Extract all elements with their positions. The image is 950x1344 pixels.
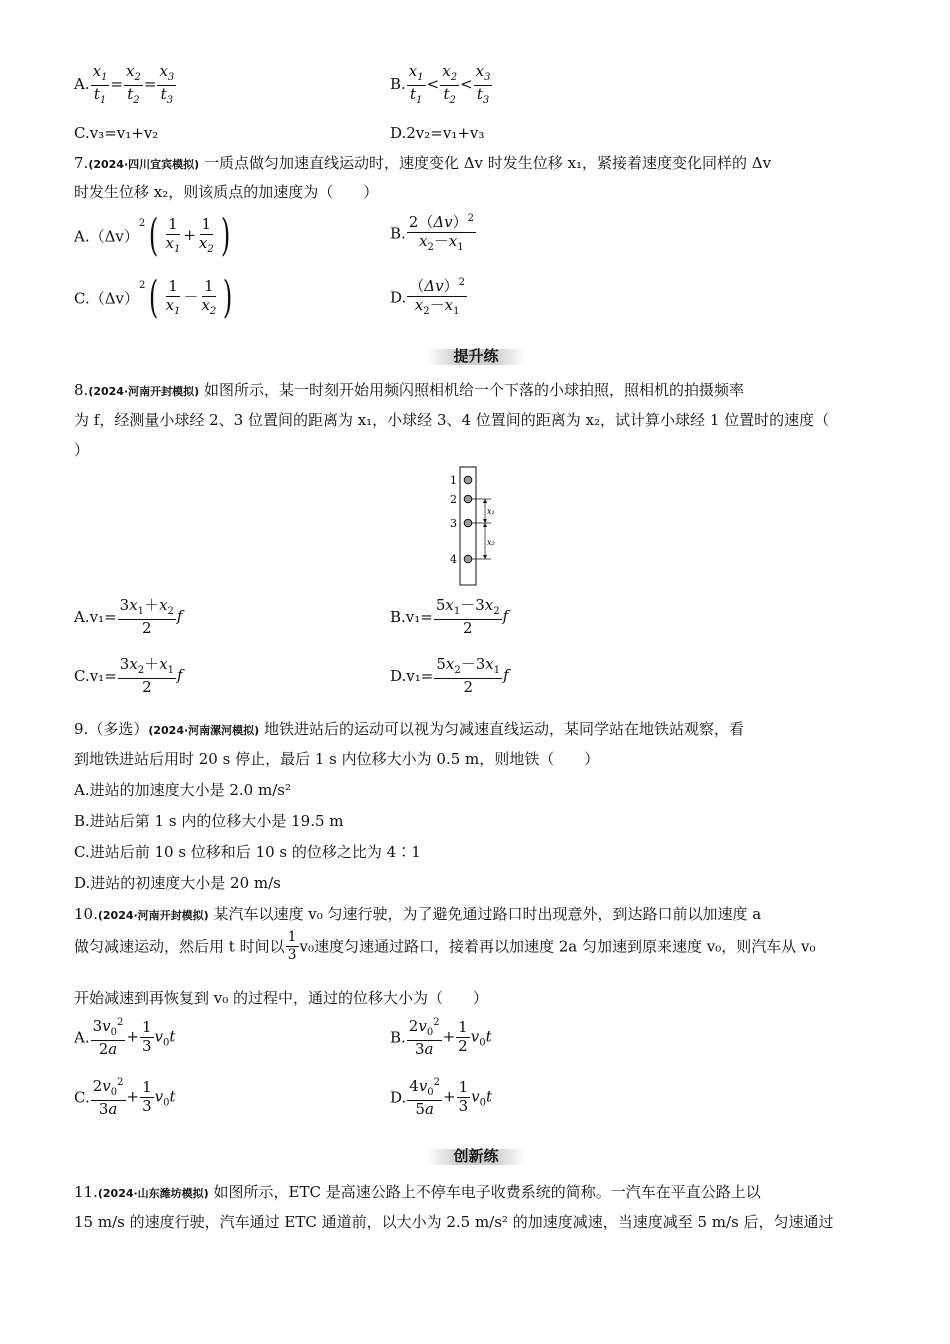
q10-option-d: D. $\frac{4v_0^2}{5a}$ + $\frac{1}{3}$ $v_0t$ [390,1077,493,1118]
q6-option-c: C.v₃=v₁+v₂ [74,124,159,142]
q8-option-a: A.v₁= $\frac{3x_1+x_2}{2}$ f [74,596,183,637]
q8-option-d: D.v₁= $\frac{5x_2-3x_1}{2}$ f [390,655,509,696]
q10-source: (2024·河南开封模拟) [97,909,209,922]
q11-stem-line2: 15 m/s 的速度行驶，汽车通过 ETC 通道前，以大小为 2.5 m/s² 的加速度减速，当速度减至 5 m/s 后，匀速通过 [74,1213,834,1231]
ball-position-4 [464,555,472,563]
option-label: A. [74,75,90,93]
label-4: 4 [450,553,457,566]
label-3: 3 [450,517,457,530]
ball-position-3 [464,519,472,527]
section-banner-improve: 提升练 [428,347,524,365]
q9-option-b: B.进站后第 1 s 内的位移大小是 19.5 m [74,812,344,830]
label-x2: x₂ [487,538,495,547]
q10-option-c: C. $\frac{2v_0^2}{3a}$ + $\frac{1}{3}$ $v_0t$ [74,1077,176,1118]
ball-position-1 [464,476,472,484]
label-x1: x₁ [487,507,495,516]
q11-stem-line1: 11.(2024·山东潍坊模拟) 如图所示，ETC 是高速公路上不停车电子收费系统的简称。一汽车在平直公路上以 [74,1183,761,1201]
option-label: B. [390,75,406,93]
section-banner-innovate: 创新练 [428,1147,524,1165]
q9-option-a: A.进站的加速度大小是 2.0 m/s² [74,781,291,799]
label-2: 2 [450,493,457,506]
q7-option-a: $A.(\Delta v)^2$( $\frac{1}{x_1}$ + $\frac{1}{x_2}$ ) [74,210,231,261]
q7-source: (2024·四川宜宾模拟) [88,158,200,171]
q7-option-b: B. $\frac{2(\Delta v)^2}{x_2-x_1}$ [390,213,475,253]
label-1: 1 [450,474,457,487]
q8-option-b: B.v₁= $\frac{5x_1-3x_2}{2}$ f [390,596,509,637]
q10-stem-line1: 10.(2024·河南开封模拟) 某汽车以速度 v₀ 匀速行驶，为了避免通过路口时出现意外，到达路口前以加速度 a [74,905,762,923]
q8-option-c: C.v₁= $\frac{3x_2+x_1}{2}$ f [74,655,183,696]
q7-option-c: $C.(\Delta v)^2$( $\frac{1}{x_1}$ － $\frac{1}{x_2}$ ) [74,272,233,323]
ball-position-2 [464,495,472,503]
q9-option-c: C.进站后前 10 s 位移和后 10 s 的位移之比为 4∶1 [74,843,421,861]
q6-option-a: A. $\frac{x_1}{t_1}$ = $\frac{x_2}{t_2}$ = $\frac{x_3}{t_3}$ [74,62,175,106]
q7-option-d: D. $\frac{(\Delta v)^2}{x_2-x_1}$ [390,277,465,317]
strobe-ball-figure [445,465,505,587]
q10-stem-line2: 做匀减速运动，然后用 t 时间以 $\frac{1}{3}$ v₀速度匀速通过路口，接着再以加速度 2a 匀加速到原来速度 v₀，则汽车从 v₀ [74,929,816,963]
q7-stem-line1: 7.(2024·四川宜宾模拟) 一质点做匀加速直线运动时，速度变化 Δv 时发生位移 x₁，紧接着速度变化同样的 Δv [74,154,772,172]
q8-stem-line2: 为 f，经测量小球经 2、3 位置间的距离为 x₁，小球经 3、4 位置间的距离为 x₂，试计算小球经 1 位置时的速度（ [74,411,830,429]
q9-stem-line2: 到地铁进站后用时 20 s 停止，最后 1 s 内位移大小为 0.5 m，则地铁（ ） [74,750,600,768]
q10-option-b: B. $\frac{2v_0^2}{3a}$ + $\frac{1}{2}$ $v_0t$ [390,1017,492,1058]
q8-source: (2024·河南开封模拟) [88,385,200,398]
q9-stem-line1: 9.（多选）(2024·河南漯河模拟) 地铁进站后的运动可以视为匀减速直线运动，某同学站在地铁站观察，看 [74,720,744,738]
q9-source: (2024·河南漯河模拟) [148,724,260,737]
q6-option-b: B. $\frac{x_1}{t_1}$ < $\frac{x_2}{t_2}$ < $\frac{x_3}{t_3}$ [390,62,491,106]
q9-option-d: D.进站的初速度大小是 20 m/s [74,874,281,892]
q7-stem-line2: 时发生位移 x₂，则该质点的加速度为（ ） [74,183,379,201]
q6-option-d: D.2v₂=v₁+v₃ [390,124,485,142]
q10-option-a: A. $\frac{3v_0^2}{2a}$ + $\frac{1}{3}$ $v_0t$ [74,1017,176,1058]
q10-stem-line3: 开始减速到再恢复到 v₀ 的过程中，通过的位移大小为（ ） [74,989,489,1007]
q8-stem-line1: 8.(2024·河南开封模拟) 如图所示，某一时刻开始用频闪照相机给一个下落的小球拍照，照相机的拍摄频率 [74,381,744,399]
q8-stem-line3: ） [74,441,90,459]
q11-source: (2024·山东潍坊模拟) [97,1187,209,1200]
